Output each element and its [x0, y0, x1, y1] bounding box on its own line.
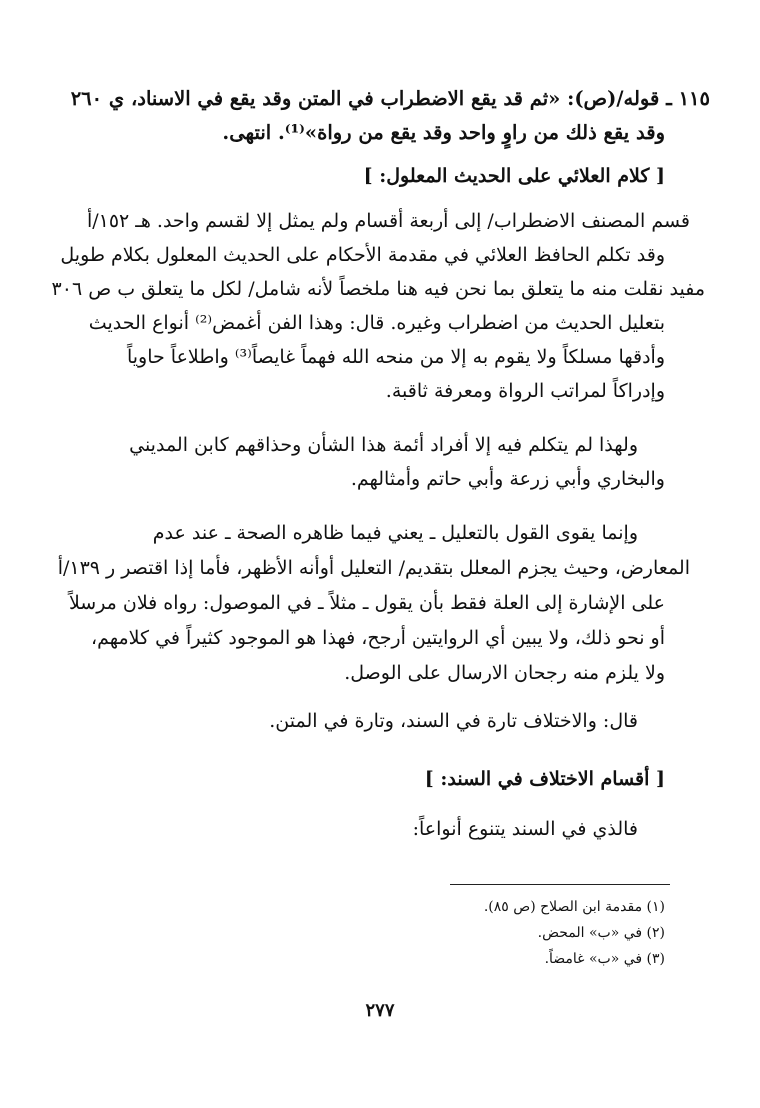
footnote-2: (٢) في «ب» المحض. — [537, 925, 665, 941]
para1-line-5: وأدقها مسلكاً ولا يقوم به إلا من منحه الله فهماً غايصاً⁽³⁾ واطلاعاً حاوياً — [126, 346, 665, 368]
footnote-3: (٣) في «ب» غامضاً. — [544, 951, 665, 967]
para3-line-3: على الإشارة إلى العلة فقط بأن يقول ـ مثلاً ـ في الموصول: رواه فلان مرسلاً — [68, 592, 665, 614]
entry-line-1: ١١٥ ـ قوله/(ص): «ثم قد يقع الاضطراب في المتن وقد يقع في الاسناد، ي ٢٦٠ — [70, 87, 710, 110]
para5: فالذي في السند يتنوع أنواعاً: — [412, 818, 638, 840]
para1-line-3: مفيد نقلت منه ما يتعلق بما نحن فيه هنا ملخصاً لأنه شامل/ لكل ما يتعلق ب ص ٣٠٦ — [51, 278, 705, 300]
para2-line-2: والبخاري وأبي زرعة وأبي حاتم وأمثالهم. — [350, 468, 665, 490]
para1-line-2: وقد تكلم الحافظ العلائي في مقدمة الأحكام على الحديث المعلول بكلام طويل — [60, 244, 665, 266]
para1-line-1: قسم المصنف الاضطراب/ إلى أربعة أقسام ولم يمثل إلا لقسم واحد. هـ ١٥٢/أ — [86, 210, 690, 232]
para2-line-1: ولهذا لم يتكلم فيه إلا أفراد أئمة هذا الشأن وحذاقهم كابن المديني — [129, 434, 638, 456]
para3-line-5: ولا يلزم منه رجحان الارسال على الوصل. — [344, 662, 665, 684]
para3-line-2: المعارض، وحيث يجزم المعلل بتقديم/ التعليل أوأنه الأظهر، فأما إذا اقتصر ر ١٣٩/أ — [57, 557, 690, 579]
para1-line-4: بتعليل الحديث من اضطراب وغيره. قال: وهذا الفن أغمض⁽²⁾ أنواع الحديث — [88, 312, 665, 334]
para4: قال: والاختلاف تارة في السند، وتارة في المتن. — [269, 710, 638, 732]
para3-line-1: وإنما يقوى القول بالتعليل ـ يعني فيما ظاهره الصحة ـ عند عدم — [152, 522, 638, 544]
entry-line-2: وقد يقع ذلك من راوٍ واحد وقد يقع من رواة»⁽¹⁾. انتهى. — [222, 121, 665, 144]
section-heading-alai: [ كلام العلائي على الحديث المعلول: ] — [363, 165, 665, 187]
para3-line-4: أو نحو ذلك، ولا يبين أي الروايتين أرجح، فهذا هو الموجود كثيراً في كلامهم، — [90, 627, 665, 649]
para1-line-6: وإدراكاً لمراتب الرواة ومعرفة ثاقبة. — [385, 380, 665, 402]
page-number: ٢٧٧ — [365, 1000, 395, 1021]
footnote-divider — [450, 884, 670, 885]
footnote-1: (١) مقدمة ابن الصلاح (ص ٨٥). — [483, 899, 665, 915]
section-heading-sanad: [ أقسام الاختلاف في السند: ] — [424, 768, 665, 790]
